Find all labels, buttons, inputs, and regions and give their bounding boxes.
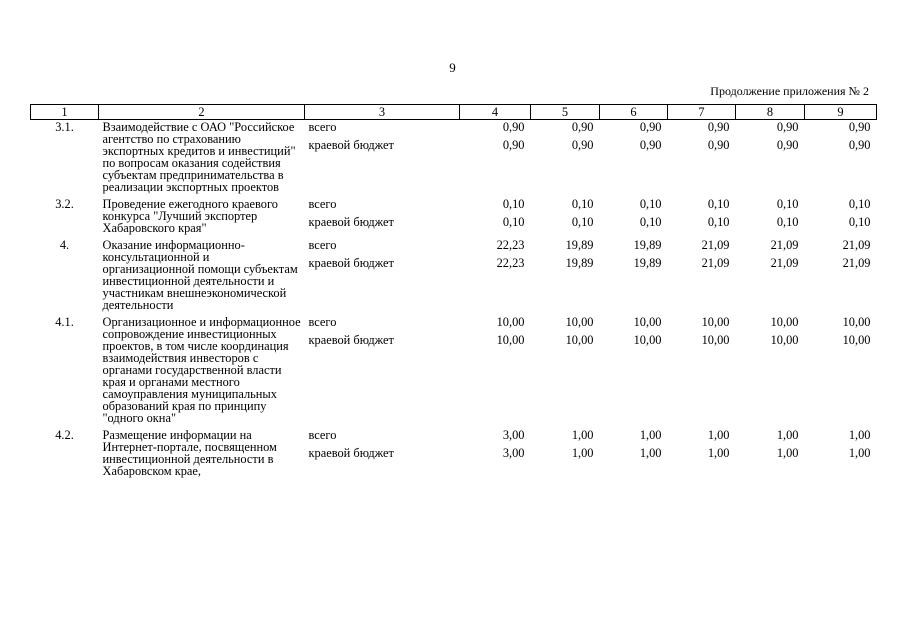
value-cell-col-7 bbox=[668, 120, 736, 198]
budget-value: 0,10 bbox=[571, 215, 594, 229]
budget-value: 3,00 bbox=[502, 446, 525, 460]
funding-source bbox=[305, 120, 460, 198]
value-cell-col-4 bbox=[460, 428, 531, 481]
column-header-7: 7 bbox=[668, 105, 736, 120]
budget-value: 21,09 bbox=[770, 256, 799, 270]
total-value: 0,90 bbox=[502, 120, 525, 134]
funding-source bbox=[305, 315, 460, 428]
total-value: 0,90 bbox=[707, 120, 730, 134]
budget-value: 0,10 bbox=[848, 215, 871, 229]
budget-value: 0,90 bbox=[639, 138, 662, 152]
total-value: 19,89 bbox=[633, 238, 662, 252]
funding-source-total-label: всего bbox=[308, 197, 337, 211]
total-value: 22,23 bbox=[496, 238, 525, 252]
item-number: 3.1. bbox=[55, 120, 74, 134]
total-value: 19,89 bbox=[565, 238, 594, 252]
budget-value: 10,00 bbox=[842, 333, 871, 347]
value-cell-col-4 bbox=[460, 120, 531, 198]
value-cell-col-9 bbox=[805, 197, 877, 238]
budget-value: 10,00 bbox=[770, 333, 799, 347]
budget-value: 10,00 bbox=[701, 333, 730, 347]
funding-source bbox=[305, 197, 460, 238]
total-value: 10,00 bbox=[633, 315, 662, 329]
total-value: 1,00 bbox=[571, 428, 594, 442]
column-header-5: 5 bbox=[531, 105, 600, 120]
total-value: 10,00 bbox=[770, 315, 799, 329]
header-row bbox=[31, 105, 877, 120]
column-header-8: 8 bbox=[736, 105, 805, 120]
budget-value: 1,00 bbox=[776, 446, 799, 460]
activity-name: Организационное и информационное сопровождение инвестиционных проектов, в том числе координация взаимодействия инвесторов с органами государственной власти края и органами местного самоуправления муниципальных образований края по принципу "одного окна" bbox=[102, 315, 301, 425]
column-header-2: 2 bbox=[99, 105, 305, 120]
table-row bbox=[31, 120, 877, 198]
budget-value: 19,89 bbox=[633, 256, 662, 270]
total-value: 0,10 bbox=[776, 197, 799, 211]
column-header-4: 4 bbox=[460, 105, 531, 120]
funding-source-total-label: всего bbox=[308, 428, 337, 442]
table-row bbox=[31, 428, 877, 481]
value-cell-col-8 bbox=[736, 238, 805, 315]
value-cell-col-6 bbox=[600, 238, 668, 315]
budget-value: 22,23 bbox=[496, 256, 525, 270]
funding-source-budget-label: краевой бюджет bbox=[308, 333, 394, 347]
activity-name: Размещение информации на Интернет-портале, посвященном инвестиционной деятельности в Хабаровском крае, bbox=[102, 428, 277, 478]
table-row bbox=[31, 197, 877, 238]
column-header-9: 9 bbox=[805, 105, 877, 120]
value-cell-col-9 bbox=[805, 120, 877, 198]
total-value: 0,90 bbox=[848, 120, 871, 134]
budget-value: 1,00 bbox=[848, 446, 871, 460]
budget-value: 1,00 bbox=[707, 446, 730, 460]
value-cell-col-5 bbox=[531, 315, 600, 428]
total-value: 0,10 bbox=[707, 197, 730, 211]
total-value: 10,00 bbox=[565, 315, 594, 329]
value-cell-col-6 bbox=[600, 120, 668, 198]
value-cell-col-5 bbox=[531, 428, 600, 481]
total-value: 1,00 bbox=[639, 428, 662, 442]
budget-value: 0,10 bbox=[776, 215, 799, 229]
item-number: 3.2. bbox=[55, 197, 74, 211]
value-cell-col-7 bbox=[668, 428, 736, 481]
total-value: 0,10 bbox=[502, 197, 525, 211]
value-cell-col-5 bbox=[531, 238, 600, 315]
item-number: 4. bbox=[59, 238, 70, 252]
budget-value: 0,90 bbox=[848, 138, 871, 152]
value-cell-col-7 bbox=[668, 315, 736, 428]
total-value: 0,90 bbox=[776, 120, 799, 134]
value-cell-col-8 bbox=[736, 428, 805, 481]
budget-value: 21,09 bbox=[842, 256, 871, 270]
total-value: 0,90 bbox=[639, 120, 662, 134]
table-header bbox=[31, 105, 877, 120]
budget-value: 1,00 bbox=[639, 446, 662, 460]
budget-value: 10,00 bbox=[633, 333, 662, 347]
value-cell-col-4 bbox=[460, 315, 531, 428]
value-cell-col-5 bbox=[531, 120, 600, 198]
funding-source-budget-label: краевой бюджет bbox=[308, 446, 394, 460]
total-value: 0,10 bbox=[848, 197, 871, 211]
value-cell-col-6 bbox=[600, 428, 668, 481]
activity-name: Взаимодействие с ОАО "Российское агентство по страхованию экспортных кредитов и инвестиций" по вопросам оказания содействия субъектам предпринимательства в реализации экспортных проектов bbox=[102, 120, 296, 194]
funding-source-budget-label: краевой бюджет bbox=[308, 256, 394, 270]
funding-source bbox=[305, 428, 460, 481]
total-value: 0,10 bbox=[571, 197, 594, 211]
budget-value: 0,90 bbox=[776, 138, 799, 152]
budget-value: 0,10 bbox=[707, 215, 730, 229]
total-value: 0,10 bbox=[639, 197, 662, 211]
budget-value: 0,90 bbox=[571, 138, 594, 152]
total-value: 10,00 bbox=[842, 315, 871, 329]
funding-source bbox=[305, 238, 460, 315]
value-cell-col-9 bbox=[805, 428, 877, 481]
value-cell-col-4 bbox=[460, 238, 531, 315]
budget-value: 19,89 bbox=[565, 256, 594, 270]
budget-value: 0,10 bbox=[502, 215, 525, 229]
total-value: 21,09 bbox=[842, 238, 871, 252]
total-value: 0,90 bbox=[571, 120, 594, 134]
table-body bbox=[31, 120, 877, 482]
activity-name: Проведение ежегодного краевого конкурса "Лучший экспортер Хабаровского края" bbox=[102, 197, 278, 235]
funding-source-budget-label: краевой бюджет bbox=[308, 215, 394, 229]
value-cell-col-8 bbox=[736, 315, 805, 428]
budget-value: 10,00 bbox=[565, 333, 594, 347]
budget-value: 1,00 bbox=[571, 446, 594, 460]
value-cell-col-8 bbox=[736, 120, 805, 198]
value-cell-col-8 bbox=[736, 197, 805, 238]
item-number: 4.1. bbox=[55, 315, 74, 329]
budget-table bbox=[30, 104, 877, 481]
budget-value: 10,00 bbox=[496, 333, 525, 347]
total-value: 21,09 bbox=[770, 238, 799, 252]
budget-value: 0,90 bbox=[707, 138, 730, 152]
value-cell-col-9 bbox=[805, 315, 877, 428]
total-value: 21,09 bbox=[701, 238, 730, 252]
value-cell-col-6 bbox=[600, 197, 668, 238]
budget-value: 21,09 bbox=[701, 256, 730, 270]
value-cell-col-9 bbox=[805, 238, 877, 315]
value-cell-col-7 bbox=[668, 197, 736, 238]
total-value: 3,00 bbox=[502, 428, 525, 442]
value-cell-col-6 bbox=[600, 315, 668, 428]
column-header-1: 1 bbox=[31, 105, 99, 120]
total-value: 1,00 bbox=[848, 428, 871, 442]
page-number: 9 bbox=[449, 60, 456, 75]
budget-value: 0,10 bbox=[639, 215, 662, 229]
total-value: 1,00 bbox=[707, 428, 730, 442]
column-header-6: 6 bbox=[600, 105, 668, 120]
funding-source-budget-label: краевой бюджет bbox=[308, 138, 394, 152]
funding-source-total-label: всего bbox=[308, 315, 337, 329]
funding-source-total-label: всего bbox=[308, 238, 337, 252]
appendix-continuation-label: Продолжение приложения № 2 bbox=[710, 84, 869, 98]
total-value: 10,00 bbox=[701, 315, 730, 329]
total-value: 10,00 bbox=[496, 315, 525, 329]
table-row bbox=[31, 315, 877, 428]
value-cell-col-7 bbox=[668, 238, 736, 315]
total-value: 1,00 bbox=[776, 428, 799, 442]
item-number: 4.2. bbox=[55, 428, 74, 442]
value-cell-col-4 bbox=[460, 197, 531, 238]
column-header-3: 3 bbox=[305, 105, 460, 120]
table-row bbox=[31, 238, 877, 315]
funding-source-total-label: всего bbox=[308, 120, 337, 134]
budget-value: 0,90 bbox=[502, 138, 525, 152]
value-cell-col-5 bbox=[531, 197, 600, 238]
activity-name: Оказание информационно-консультационной и организационной помощи субъектам инвестиционной деятельности и участникам внешнеэкономической деятельности bbox=[102, 238, 298, 312]
